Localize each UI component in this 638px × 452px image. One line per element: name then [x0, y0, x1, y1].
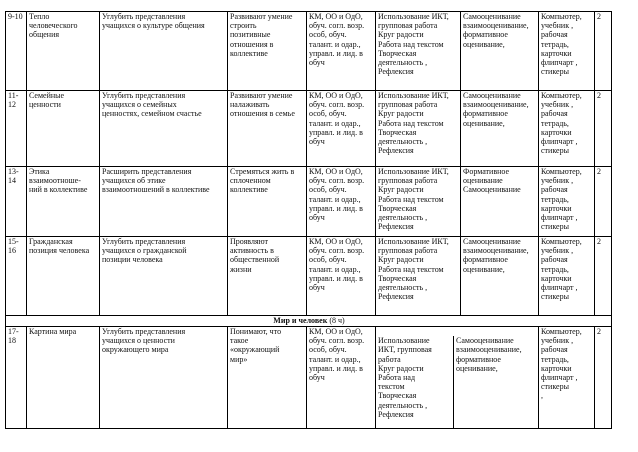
lesson-hours: 2	[595, 91, 612, 167]
lesson-hours: 2	[595, 327, 612, 429]
lesson-resources: Компьютер, учебник , рабочая тетрадь, карточки флипчарт , стикеры	[539, 167, 595, 237]
section-header-row	[6, 316, 612, 327]
lesson-methods: Использование ИКТ, групповая работа Круг радости Работа над текстом Творческая деятельность , Рефлексия	[376, 167, 461, 237]
lesson-assessment: Самооценивание взаимооценивание, формативное оценивание,	[461, 91, 539, 167]
lesson-resources: Компьютер, учебник , рабочая тетрадь, карточки флипчарт , стикеры	[539, 12, 595, 91]
lesson-resources: Компьютер, учебник , рабочая тетрадь, карточки флипчарт , стикеры	[539, 237, 595, 316]
lesson-goal: Расширить представления учащихся об этике взаимоотношений в коллективе	[100, 167, 228, 237]
lesson-goal: Углубить представления учащихся о культуре общения	[100, 12, 228, 91]
lesson-resources: Компьютер, учебник , рабочая тетрадь, карточки флипчарт , стикеры ,	[539, 327, 595, 429]
lesson-result: Понимают, что такое «окружающий мир»	[228, 327, 307, 429]
table-row	[6, 327, 612, 429]
lesson-plan-table	[5, 11, 612, 429]
lesson-competence: КМ, ОО и ОдО, обуч. согл. возр. особ, обуч. талант. и одар., управл. и лид. в обуч	[307, 12, 376, 91]
lesson-competence: КМ, ОО и ОдО, обуч. согл. возр. особ, обуч. талант. и одар., управл. и лид. в обуч	[307, 167, 376, 237]
lesson-topic: Семейные ценности	[27, 91, 100, 167]
lesson-assessment: Формативное оценивание Самооценивание	[461, 167, 539, 237]
lesson-assessment: Самооценивание взаимооценивание, формативное оценивание,	[456, 336, 522, 373]
section-title: Мир и человек	[273, 316, 328, 325]
lesson-number: 9-10	[6, 12, 27, 91]
table-row	[6, 12, 612, 91]
lesson-number: 15- 16	[6, 237, 27, 316]
lesson-hours: 2	[595, 237, 612, 316]
table-row	[6, 91, 612, 167]
lesson-competence: КМ, ОО и ОдО, обуч. согл. возр. особ, обуч. талант. и одар., управл. и лид. в обуч	[307, 327, 376, 429]
lesson-hours: 2	[595, 167, 612, 237]
lesson-number: 13- 14	[6, 167, 27, 237]
lesson-result: Проявляют активность в общественной жизни	[228, 237, 307, 316]
lesson-result: Развивают умение строить позитивные отношения в коллективе	[228, 12, 307, 91]
lesson-goal: Углубить представления учащихся о гражданской позиции человека	[100, 237, 228, 316]
lesson-methods: Использование ИКТ, групповая работа Круг радости Работа над текстом Творческая деятельность , Рефлексия	[376, 91, 461, 167]
lesson-topic: Тепло человеческого общения	[27, 12, 100, 91]
lesson-resources: Компьютер, учебник , рабочая тетрадь, карточки флипчарт , стикеры	[539, 91, 595, 167]
lesson-assessment: Самооценивание взаимооценивание, формативное оценивание,	[461, 237, 539, 316]
lesson-assessment: Самооценивание взаимооценивание, формативное оценивание,	[461, 12, 539, 91]
lesson-topic: Картина мира	[27, 327, 100, 429]
lesson-number: 11- 12	[6, 91, 27, 167]
lesson-result: Стремяться жить в сплоченном коллективе	[228, 167, 307, 237]
section-header	[6, 316, 612, 327]
lesson-competence: КМ, ОО и ОдО, обуч. согл. возр. особ, обуч. талант. и одар., управл. и лид. в обуч	[307, 237, 376, 316]
lesson-goal: Углубить представления учащихся о ценности окружающего мира	[100, 327, 228, 429]
lesson-result: Развивают умение налаживать отношения в семье	[228, 91, 307, 167]
table-row	[6, 237, 612, 316]
lesson-goal: Углубить представления учащихся о семейных ценностях, семейном счастье	[100, 91, 228, 167]
lesson-hours: 2	[595, 12, 612, 91]
lesson-number: 17- 18	[6, 327, 27, 429]
lesson-topic: Гражданская позиция человека	[27, 237, 100, 316]
lesson-methods: Использование ИКТ, групповая работа Круг радости Работа над текстом Творческая деятельность , Рефлексия	[376, 237, 461, 316]
lesson-methods: Использование ИКТ, групповая работа Круг радости Работа над текстом Творческая деятельность , Рефлексия	[376, 12, 461, 91]
methods-assessment-cell	[376, 327, 539, 429]
lesson-topic: Этика взаимоотноше- ний в коллективе	[27, 167, 100, 237]
lesson-competence: КМ, ОО и ОдО, обуч. согл. возр. особ, обуч. талант. и одар., управл. и лид. в обуч	[307, 91, 376, 167]
lesson-methods: Использование ИКТ, групповая работа Круг радости Работа над текстом Творческая деятельность , Рефлексия	[376, 336, 454, 429]
table-row	[6, 167, 612, 237]
section-hours: (8 ч)	[329, 316, 345, 325]
